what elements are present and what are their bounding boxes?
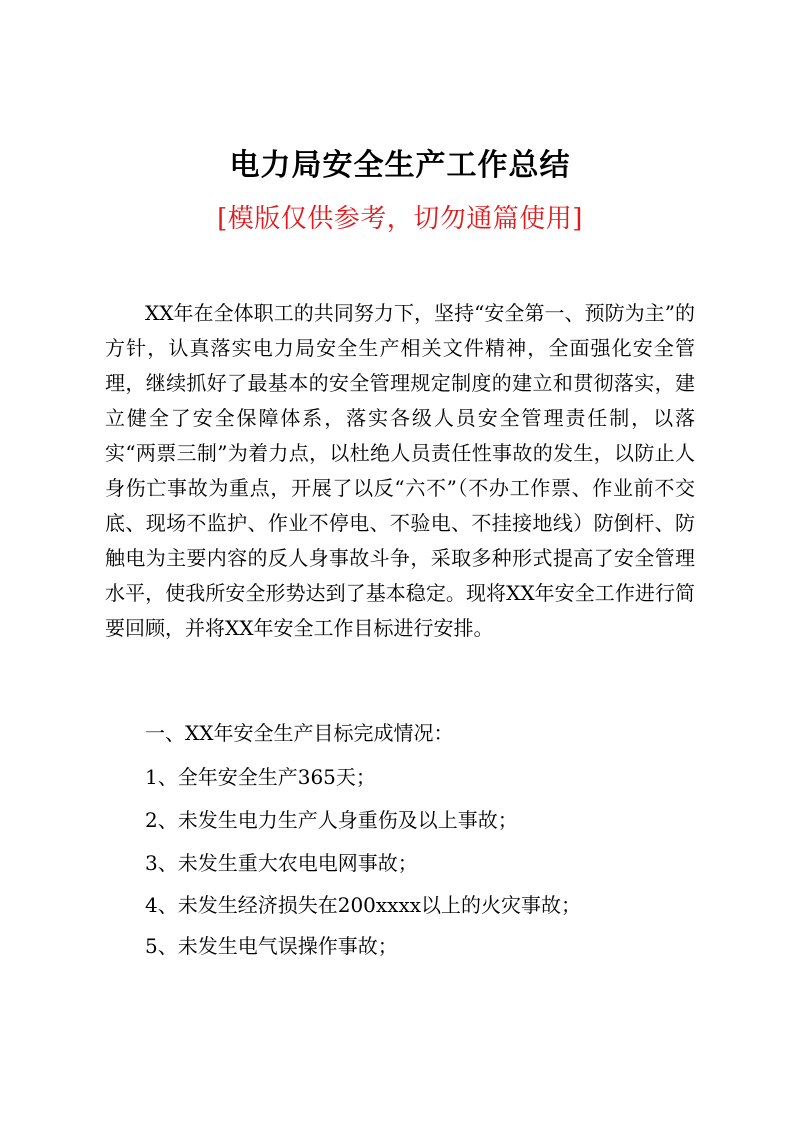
list-item: 3、未发生重大农电电网事故； (145, 851, 418, 875)
intro-paragraph: XX年在全体职工的共同努力下，坚持“安全第一、预防为主”的方针，认真落实电力局安全生产相关文件精神，全面强化安全管理，继续抓好了最基本的安全管理规定制度的建立和贯彻落实，建立健全了安全保障体系，落实各级人员安全管理责任制，以落实“两票三制”为着力点，以杜绝人员责任性事故的发生，以防止人身伤亡事故为重点，开展了以反“六不”（不办工作票、作业前不交底、现场不监护、作业不停电、不验电、不挂接地线）防倒杆、防触电为主要内容的反人身事故斗争，采取多种形式提高了安全管理水平，使我所安全形势达到了基本稳定。现将XX年安全工作进行简要回顾，并将XX年安全工作目标进行安排。 (105, 301, 695, 640)
list-item: 4、未发生经济损失在200xxxx以上的火灾事故； (145, 893, 582, 917)
list-item: 1、全年安全生产365天； (145, 765, 376, 789)
document-title: 电力局安全生产工作总结 (229, 148, 571, 183)
list-item: 5、未发生电气误操作事故； (145, 934, 398, 958)
template-notice: [模版仅供参考，切勿通篇使用] (217, 204, 583, 234)
section-heading: 一、XX年安全生产目标完成情况： (145, 721, 454, 745)
list-item: 2、未发生电力生产人身重伤及以上事故； (145, 808, 518, 832)
